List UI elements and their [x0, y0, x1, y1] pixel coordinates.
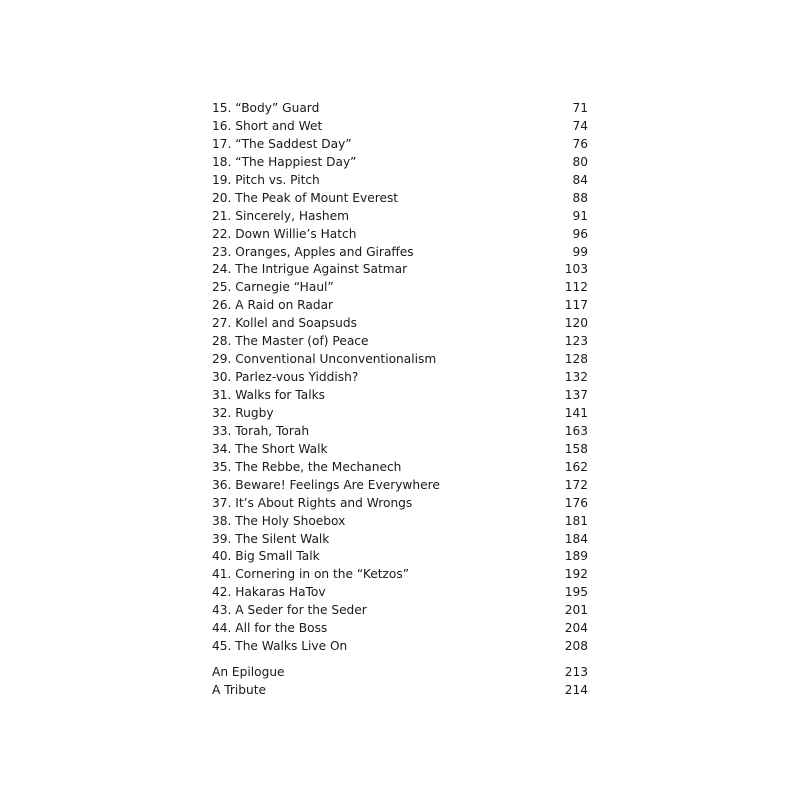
toc-entry[interactable] [212, 190, 588, 208]
entry-title: 45. The Walks Live On [212, 639, 348, 654]
toc-entry[interactable] [212, 226, 588, 244]
entry-title: 16. Short and Wet [212, 118, 323, 133]
toc-entry[interactable] [212, 441, 588, 459]
entry-page-number: 214 [564, 683, 588, 697]
entry-page-number: 189 [564, 549, 588, 564]
entry-title: 24. The Intrigue Against Satmar [212, 262, 408, 277]
toc-entry[interactable] [212, 423, 588, 441]
entry-title: 42. Hakaras HaTov [212, 585, 326, 600]
entry-title: An Epilogue [212, 665, 285, 680]
entry-title: A Tribute [212, 683, 266, 697]
entry-page-number: 120 [564, 316, 588, 331]
entry-title: 20. The Peak of Mount Everest [212, 190, 399, 205]
entry-page-number: 208 [564, 639, 588, 654]
toc-entry[interactable] [212, 638, 588, 656]
toc-entry[interactable] [212, 244, 588, 262]
table-of-contents [212, 100, 588, 700]
toc-entry[interactable] [212, 333, 588, 351]
entry-page-number: 84 [572, 172, 588, 187]
entry-page-number: 132 [564, 370, 588, 385]
toc-entry[interactable] [212, 477, 588, 495]
entry-page-number: 204 [564, 621, 588, 636]
entry-page-number: 184 [564, 531, 588, 546]
entry-page-number: 162 [564, 459, 588, 474]
entry-title: 32. Rugby [212, 405, 274, 420]
back-matter-list [212, 664, 588, 700]
entry-title: 27. Kollel and Soapsuds [212, 316, 357, 331]
toc-entry[interactable] [212, 387, 588, 405]
entry-title: 43. A Seder for the Seder [212, 603, 367, 618]
entry-title: 35. The Rebbe, the Mechanech [212, 459, 402, 474]
entry-title: 18. “The Happiest Day” [212, 154, 357, 169]
entry-page-number: 176 [564, 495, 588, 510]
entry-title: 36. Beware! Feelings Are Everywhere [212, 477, 440, 492]
toc-entry[interactable] [212, 566, 588, 584]
entry-title: 37. It’s About Rights and Wrongs [212, 495, 413, 510]
toc-entry[interactable] [212, 208, 588, 226]
toc-entry[interactable] [212, 459, 588, 477]
entry-title: 40. Big Small Talk [212, 549, 320, 564]
entry-page-number: 158 [564, 441, 588, 456]
entry-page-number: 96 [572, 226, 588, 241]
entry-title: 23. Oranges, Apples and Giraffes [212, 244, 414, 259]
entry-title: 38. The Holy Shoebox [212, 513, 346, 528]
entry-page-number: 181 [564, 513, 588, 528]
entry-page-number: 141 [564, 405, 588, 420]
toc-entry[interactable] [212, 369, 588, 387]
entry-page-number: 74 [572, 118, 588, 133]
toc-entry[interactable] [212, 602, 588, 620]
entry-title: 25. Carnegie “Haul” [212, 280, 334, 295]
entry-page-number: 71 [572, 101, 588, 115]
entry-page-number: 123 [564, 334, 588, 349]
entry-page-number: 192 [564, 567, 588, 582]
entry-title: 21. Sincerely, Hashem [212, 208, 349, 223]
entry-title: 30. Parlez-vous Yiddish? [212, 370, 359, 385]
entry-title: 31. Walks for Talks [212, 388, 325, 402]
toc-entry[interactable] [212, 154, 588, 172]
toc-entry[interactable] [212, 279, 588, 297]
entry-page-number: 213 [564, 665, 588, 680]
entry-title: 41. Cornering in on the “Ketzos” [212, 567, 410, 582]
chapter-list [212, 100, 588, 656]
toc-entry[interactable] [212, 261, 588, 279]
toc-entry[interactable] [212, 118, 588, 136]
toc-entry[interactable] [212, 172, 588, 190]
toc-entry[interactable] [212, 297, 588, 315]
entry-title: 39. The Silent Walk [212, 531, 330, 546]
entry-page-number: 117 [564, 298, 588, 313]
entry-page-number: 80 [572, 154, 588, 169]
entry-page-number: 76 [572, 136, 588, 151]
entry-page-number: 172 [564, 477, 588, 492]
entry-title: 17. “The Saddest Day” [212, 136, 352, 151]
entry-title: 29. Conventional Unconventionalism [212, 352, 437, 367]
entry-page-number: 163 [564, 423, 588, 438]
toc-entry[interactable] [212, 548, 588, 566]
toc-entry[interactable] [212, 405, 588, 423]
toc-entry[interactable] [212, 351, 588, 369]
toc-entry[interactable] [212, 315, 588, 333]
entry-title: 22. Down Willie’s Hatch [212, 226, 357, 241]
entry-page-number: 128 [564, 352, 588, 367]
entry-page-number: 91 [572, 208, 588, 223]
toc-entry[interactable] [212, 513, 588, 531]
toc-entry[interactable] [212, 584, 588, 602]
entry-title: 19. Pitch vs. Pitch [212, 172, 320, 187]
entry-page-number: 112 [564, 280, 588, 295]
entry-title: 33. Torah, Torah [212, 423, 310, 438]
entry-page-number: 103 [564, 262, 588, 277]
entry-page-number: 137 [564, 388, 588, 402]
entry-page-number: 201 [564, 603, 588, 618]
toc-entry[interactable] [212, 531, 588, 549]
toc-entry[interactable] [212, 682, 588, 700]
entry-page-number: 88 [572, 190, 588, 205]
entry-title: 15. “Body” Guard [212, 101, 320, 115]
entry-title: 34. The Short Walk [212, 441, 328, 456]
entry-title: 44. All for the Boss [212, 621, 328, 636]
toc-entry[interactable] [212, 100, 588, 118]
entry-page-number: 99 [572, 244, 588, 259]
entry-page-number: 195 [564, 585, 588, 600]
toc-entry[interactable] [212, 136, 588, 154]
toc-entry[interactable] [212, 620, 588, 638]
toc-entry[interactable] [212, 495, 588, 513]
entry-title: 28. The Master (of) Peace [212, 334, 369, 349]
toc-entry[interactable] [212, 664, 588, 682]
entry-title: 26. A Raid on Radar [212, 298, 334, 313]
